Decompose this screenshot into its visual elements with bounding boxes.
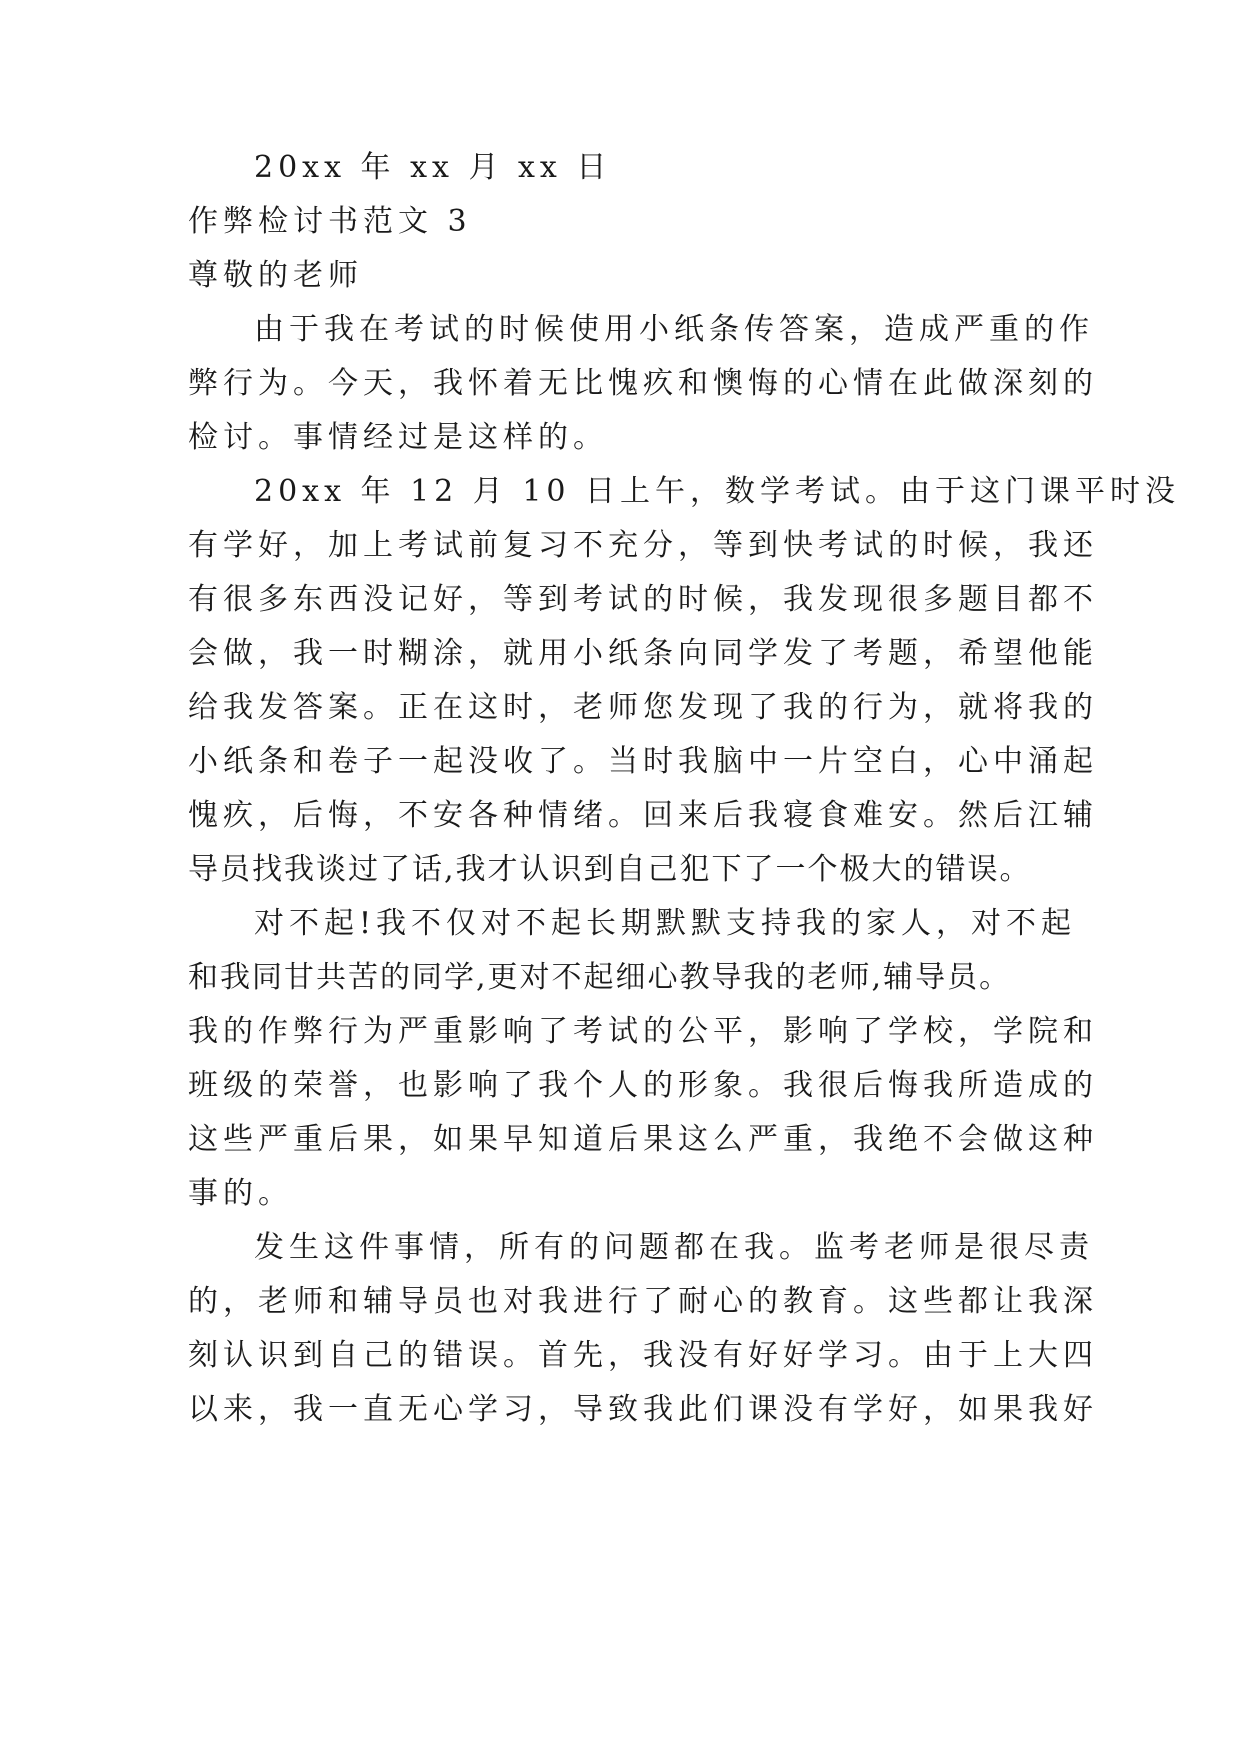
paragraph-line: 有很多东西没记好，等到考试的时候，我发现很多题目都不: [188, 582, 1098, 617]
paragraph-line: 刻认识到自己的错误。首先，我没有好好学习。由于上大四: [188, 1338, 1098, 1373]
paragraph-line: 愧疚，后悔，不安各种情绪。回来后我寝食难安。然后江辅: [188, 798, 1098, 833]
paragraph-line: 导员找我谈过了话,我才认识到自己犯下了一个极大的错误。: [188, 852, 1032, 887]
paragraph-line: 20xx 年 12 月 10 日上午，数学考试。由于这门课平时没: [254, 474, 1181, 509]
paragraph-line: 检讨。事情经过是这样的。: [188, 420, 608, 455]
date-line: 20xx 年 xx 月 xx 日: [254, 150, 612, 185]
paragraph-line: 发生这件事情，所有的问题都在我。监考老师是很尽责: [254, 1230, 1094, 1265]
paragraph-line: 对不起!我不仅对不起长期默默支持我的家人，对不起: [254, 906, 1077, 941]
paragraph-line: 我的作弊行为严重影响了考试的公平，影响了学校，学院和: [188, 1014, 1098, 1049]
paragraph-line: 会做，我一时糊涂，就用小纸条向同学发了考题，希望他能: [188, 636, 1098, 671]
paragraph-line: 小纸条和卷子一起没收了。当时我脑中一片空白，心中涌起: [188, 744, 1098, 779]
paragraph-line: 事的。: [188, 1176, 293, 1211]
paragraph-line: 和我同甘共苦的同学,更对不起细心教导我的老师,辅导员。: [188, 960, 1012, 995]
document-title: 作弊检讨书范文 3: [188, 204, 472, 239]
paragraph-line: 由于我在考试的时候使用小纸条传答案，造成严重的作: [254, 312, 1094, 347]
paragraph-line: 以来，我一直无心学习，导致我此们课没有学好，如果我好: [188, 1392, 1098, 1427]
paragraph-line: 有学好，加上考试前复习不充分，等到快考试的时候，我还: [188, 528, 1098, 563]
paragraph-line: 的，老师和辅导员也对我进行了耐心的教育。这些都让我深: [188, 1284, 1098, 1319]
paragraph-line: 班级的荣誉，也影响了我个人的形象。我很后悔我所造成的: [188, 1068, 1098, 1103]
salutation: 尊敬的老师: [188, 258, 363, 293]
paragraph-line: 给我发答案。正在这时，老师您发现了我的行为，就将我的: [188, 690, 1098, 725]
paragraph-line: 弊行为。今天，我怀着无比愧疚和懊悔的心情在此做深刻的: [188, 366, 1098, 401]
paragraph-line: 这些严重后果，如果早知道后果这么严重，我绝不会做这种: [188, 1122, 1098, 1157]
